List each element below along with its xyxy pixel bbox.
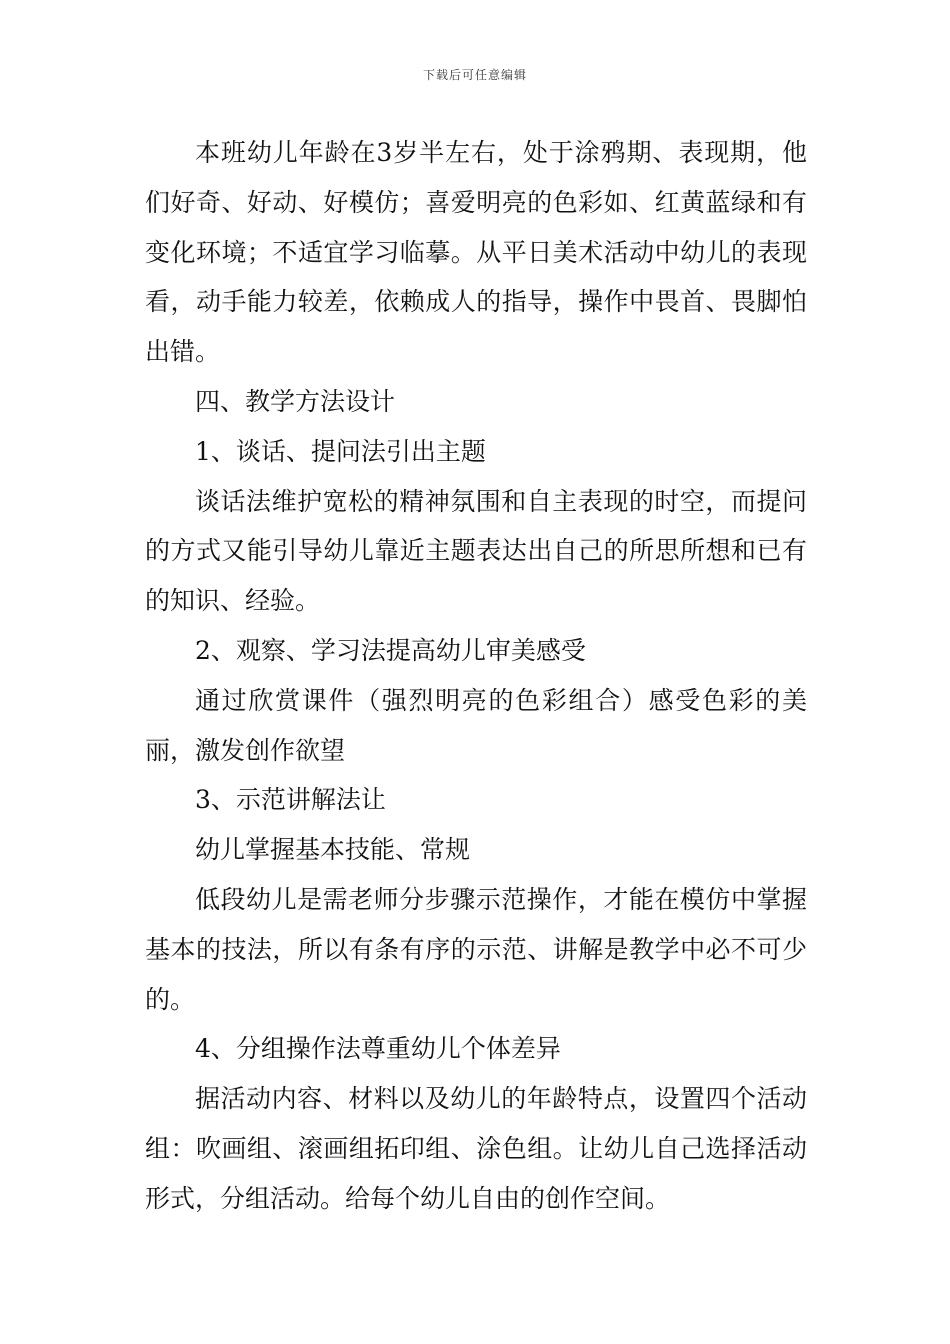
method-2-heading: 2、观察、学习法提高幼儿审美感受 — [195, 635, 586, 665]
method-4-description: 据活动内容、材料以及幼儿的年龄特点，设置四个活动组：吹画组、滚画组拓印组、涂色组。让幼儿自己选择活动形式，分组活动。给每个幼儿自由的创作空间。 — [145, 1084, 807, 1213]
method-1-heading: 1、谈话、提问法引出主题 — [195, 436, 486, 466]
method-4-heading: 4、分组操作法尊重幼儿个体差异 — [195, 1034, 561, 1064]
header-note: 下载后可任意编辑 — [422, 68, 527, 82]
document-body — [145, 128, 807, 1224]
method-2-description: 通过欣赏课件（强烈明亮的色彩组合）感受色彩的美丽，激发创作欲望 — [145, 685, 807, 765]
paragraph-class-profile: 本班幼儿年龄在3岁半左右，处于涂鸦期、表现期，他们好奇、好动、好模仿；喜爱明亮的色彩如、红黄蓝绿和有变化环境；不适宜学习临摹。从平日美术活动中幼儿的表现看，动手能力较差，依赖成人的指导，操作中畏首、畏脚怕出错。 — [145, 138, 807, 367]
method-1-description: 谈话法维护宽松的精神氛围和自主表现的时空，而提问的方式又能引导幼儿靠近主题表达出自己的所思所想和已有的知识、经验。 — [145, 486, 807, 616]
method-3-description: 低段幼儿是需老师分步骤示范操作，才能在模仿中掌握基本的技法，所以有条有序的示范、讲解是教学中必不可少的。 — [145, 884, 807, 1014]
method-3-subheading: 幼儿掌握基本技能、常规 — [195, 835, 471, 865]
section-heading-teaching-methods: 四、教学方法设计 — [195, 386, 396, 416]
method-3-heading: 3、示范讲解法让 — [195, 785, 386, 815]
